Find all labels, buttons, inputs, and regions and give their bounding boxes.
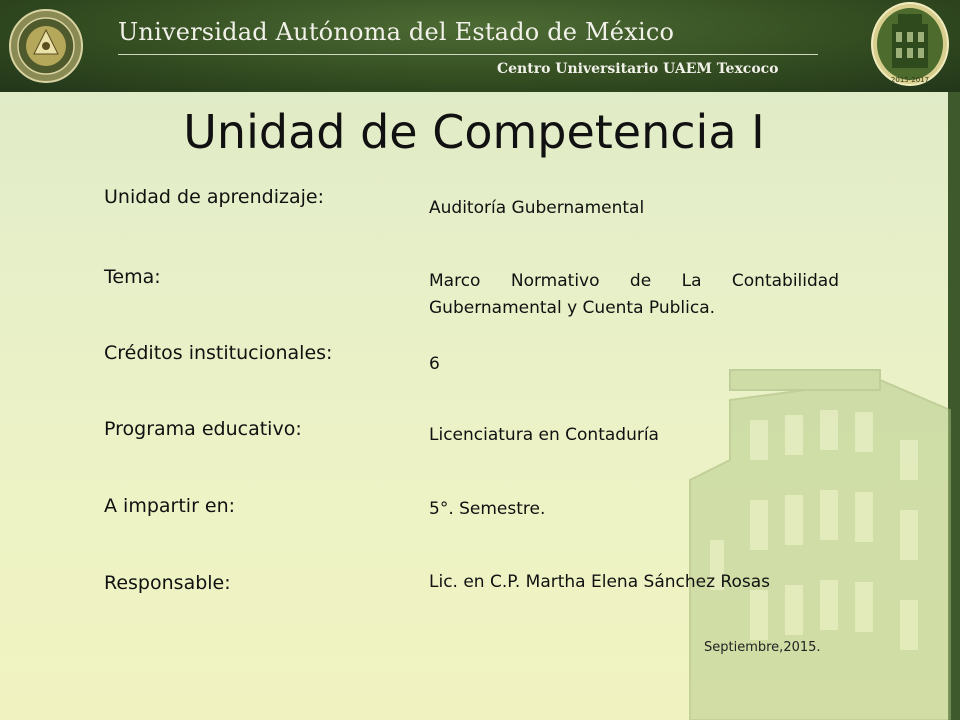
university-seal-icon xyxy=(8,8,84,84)
header-banner xyxy=(0,0,960,92)
slide-title: Unidad de Competencia I xyxy=(183,105,765,159)
value-responsable: Lic. en C.P. Martha Elena Sánchez Rosas xyxy=(429,572,770,592)
label-programa: Programa educativo: xyxy=(104,418,302,440)
header-divider xyxy=(118,54,818,55)
campus-tower-logo-icon xyxy=(870,2,950,88)
value-tema: Marco Normativo de La Contabilidad Gubernamental y Cuenta Publica. xyxy=(429,271,839,318)
label-impartir: A impartir en: xyxy=(104,495,236,517)
date-label: Septiembre,2015. xyxy=(704,640,821,655)
label-tema: Tema: xyxy=(104,266,161,288)
building-watermark-icon xyxy=(670,340,960,720)
label-unidad-aprendizaje: Unidad de aprendizaje: xyxy=(104,186,324,208)
value-impartir: 5°. Semestre. xyxy=(429,499,546,519)
value-programa: Licenciatura en Contaduría xyxy=(429,425,659,445)
university-name: Universidad Autónoma del Estado de México xyxy=(118,18,675,46)
label-creditos: Créditos institucionales: xyxy=(104,342,333,364)
logo-years: 2015-2017 xyxy=(890,76,930,84)
value-unidad-aprendizaje: Auditoría Gubernamental xyxy=(429,198,645,218)
value-creditos: 6 xyxy=(429,354,440,374)
campus-name: Centro Universitario UAEM Texcoco xyxy=(497,61,779,77)
label-responsable: Responsable: xyxy=(104,572,231,594)
